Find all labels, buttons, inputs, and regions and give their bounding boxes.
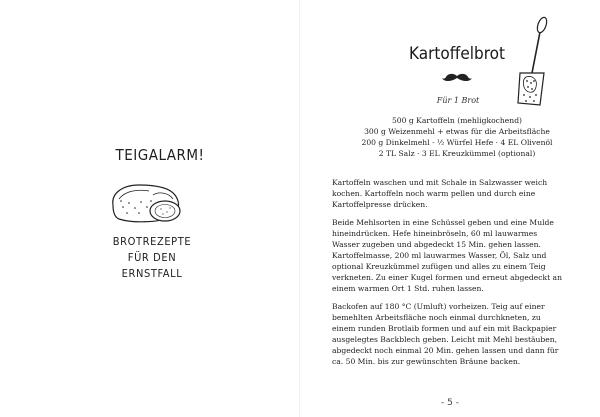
subtitle-line-2: FÜR DEN ERNSTFALL (121, 251, 183, 280)
bread-loaf-illustration (109, 177, 187, 227)
recipe-title: Kartoffelbrot (409, 44, 505, 64)
ingredient-line: 500 g Kartoffeln (mehligkochend) (391, 116, 523, 125)
ingredient-list (322, 115, 592, 159)
ingredient-line: 200 g Dinkelmehl · ½ Würfel Hefe · 4 EL Olivenöl (361, 138, 553, 147)
book-title: TEIGALARM! (115, 146, 205, 164)
book-subtitle (100, 234, 204, 282)
right-page (300, 0, 600, 417)
instruction-paragraph: Backofen auf 180 °C (Umluft) vorheizen. Teig auf einer bemehlten Arbeitsfläche noch einmal durchkneten, zu einem runden Brotlaib formen und auf ein mit Backpapier ausgelegtes Backblech geben. Leicht mit Mehl bestäuben, abgedeckt noch einmal 20 Min. gehen lassen und dann für ca. 50 Min. bis zur gewünschten Bräune backen. (332, 302, 559, 366)
ingredient-line: 300 g Weizenmehl + etwas für die Arbeitsfläche (364, 127, 550, 136)
ingredient-line: 2 TL Salz · 3 EL Kreuzkümmel (optional) (378, 149, 536, 158)
instruction-paragraph: Beide Mehlsorten in eine Schüssel geben und eine Mulde hineindrücken. Hefe hineinbröseln, 60 ml lauwarmes Wasser zugeben und abgedeckt 15 Min. gehen lassen. Kartoffelmasse, 200 ml lauwarmes Wasser, Öl, Salz und optional Kreuzkümmel zufügen und alles zu einem Teig verkneten. Zu einer Kugel formen und erneut abgedeckt an einem warmen Ort 1 Std. ruhen lassen. (332, 218, 562, 293)
recipe-instructions (332, 177, 564, 374)
potato-masher-illustration (512, 15, 552, 111)
mustache-ornament-icon (442, 71, 472, 83)
subtitle-line-1: BROTREZEPTE (112, 235, 192, 248)
page-number: - 5 - (441, 398, 459, 408)
recipe-yield: Für 1 Brot (436, 96, 480, 105)
instruction-paragraph: Kartoffeln waschen und mit Schale in Salzwasser weich kochen. Kartoffeln noch warm pellen und durch eine Kartoffelpresse drücken. (332, 178, 548, 209)
